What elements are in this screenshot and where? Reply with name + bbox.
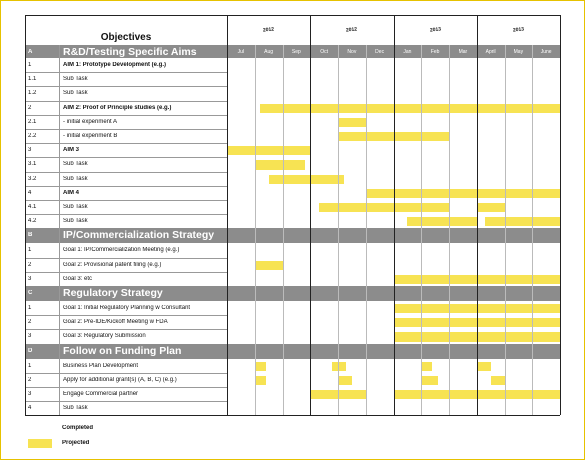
row-label: AIM 1: Prototype Development (e.g.) bbox=[63, 62, 167, 68]
row-number: 4.2 bbox=[28, 218, 37, 225]
num-col-divider bbox=[59, 45, 60, 415]
row-label: Apply for additional grant(s) (A, B, C) (e.g.) bbox=[63, 376, 177, 383]
row-number: 1 bbox=[28, 62, 32, 68]
row-number: 2 bbox=[28, 261, 32, 268]
projected-bar bbox=[255, 160, 305, 169]
row-divider bbox=[25, 157, 227, 158]
row-label: Goal 3: Regulatory Submission bbox=[63, 333, 146, 340]
label-col-divider bbox=[227, 15, 228, 415]
row-label: Goal 2: Pre-IDE/Kickoff Meeting w FDA bbox=[63, 319, 168, 326]
grid-outer-left bbox=[25, 15, 26, 415]
row-label: Sub Task bbox=[63, 405, 88, 412]
month-divider bbox=[421, 45, 422, 415]
row-number: 3 bbox=[28, 333, 32, 340]
month-divider bbox=[310, 15, 311, 415]
row-number: 1.2 bbox=[28, 90, 37, 97]
row-number: 2.2 bbox=[28, 133, 37, 139]
row-label: Business Plan Development bbox=[63, 362, 139, 369]
row-label: Sub Task bbox=[63, 175, 88, 182]
projected-bar bbox=[421, 376, 438, 385]
section-code: D bbox=[28, 347, 33, 354]
row-divider bbox=[25, 258, 227, 259]
row-divider bbox=[25, 315, 227, 316]
month-divider bbox=[255, 45, 256, 415]
row-number: 2 bbox=[28, 104, 32, 111]
month-label: Nov bbox=[347, 49, 357, 55]
row-number: 3 bbox=[28, 275, 32, 282]
row-label: Sub Task bbox=[63, 204, 88, 210]
row-label: Goal 1: Initial Regulatory Planning w Consultant bbox=[63, 305, 191, 311]
row-number: 2 bbox=[28, 376, 32, 383]
row-divider bbox=[25, 401, 227, 402]
month-divider bbox=[366, 45, 367, 415]
row-label: Goal 3: etc bbox=[63, 275, 93, 282]
month-label: May bbox=[513, 49, 524, 55]
projected-bar bbox=[255, 376, 266, 385]
row-number: 1 bbox=[28, 305, 32, 311]
month-label: Feb bbox=[430, 49, 440, 55]
objectives-header: Objectives bbox=[100, 32, 152, 43]
month-label: Jul bbox=[237, 49, 245, 55]
projected-bar bbox=[269, 175, 344, 184]
row-divider bbox=[25, 272, 227, 273]
projected-bar bbox=[332, 362, 346, 371]
row-number: 4 bbox=[28, 405, 32, 412]
month-divider bbox=[394, 15, 395, 415]
grid-outer-top bbox=[25, 15, 560, 16]
section-title: Regulatory Strategy bbox=[63, 287, 163, 299]
month-label: Dec bbox=[375, 49, 385, 55]
projected-bar bbox=[338, 118, 366, 127]
section-title: R&D/Testing Specific Aims bbox=[63, 46, 197, 58]
projected-swatch bbox=[28, 439, 52, 448]
row-label: Sub Task bbox=[63, 76, 88, 83]
row-divider bbox=[25, 86, 227, 87]
row-divider bbox=[25, 214, 227, 215]
month-divider bbox=[532, 45, 533, 415]
row-divider bbox=[25, 172, 227, 173]
month-label: April bbox=[485, 49, 496, 55]
projected-bar bbox=[421, 362, 432, 371]
row-divider bbox=[25, 387, 227, 388]
month-label: June bbox=[540, 49, 552, 55]
quarter-label: 2013 bbox=[429, 26, 441, 34]
row-number: 3.2 bbox=[28, 175, 37, 182]
projected-bar bbox=[491, 376, 505, 385]
row-divider bbox=[25, 72, 227, 73]
row-label: Goal 2: Provisional patent filing (e.g.) bbox=[63, 261, 162, 268]
row-number: 1 bbox=[28, 247, 32, 254]
row-number: 4 bbox=[28, 189, 32, 196]
row-number: 3.1 bbox=[28, 161, 37, 168]
section-code: C bbox=[28, 290, 33, 296]
projected-bar bbox=[407, 217, 476, 226]
row-label: AIM 2: Proof of Principle studies (e.g.) bbox=[63, 104, 172, 111]
row-label: AIM 4 bbox=[63, 189, 80, 196]
completed-swatch bbox=[28, 424, 50, 432]
section-title: IP/Commercialization Strategy bbox=[63, 229, 215, 242]
projected-bar bbox=[485, 217, 560, 226]
row-label: - initial experiment B bbox=[63, 133, 118, 139]
quarter-label: 2012 bbox=[262, 26, 275, 34]
month-divider bbox=[338, 45, 339, 415]
row-divider bbox=[25, 373, 227, 374]
section-code: B bbox=[28, 232, 33, 239]
row-divider bbox=[25, 101, 227, 102]
grid-outer-bottom bbox=[25, 415, 560, 416]
row-divider bbox=[25, 115, 227, 116]
quarter-label: 2012 bbox=[345, 26, 358, 34]
month-label: Oct bbox=[320, 49, 329, 55]
row-label: Sub Task bbox=[63, 161, 88, 168]
row-label: Sub Task bbox=[63, 90, 88, 97]
row-number: 2.1 bbox=[28, 118, 37, 125]
row-number: 2 bbox=[28, 319, 32, 326]
month-label: Sep bbox=[291, 49, 301, 55]
projected-bar bbox=[260, 104, 560, 113]
row-number: 3 bbox=[28, 147, 32, 154]
row-label: AIM 3 bbox=[63, 147, 80, 154]
row-number: 4.1 bbox=[28, 204, 37, 210]
projected-legend-label: Projected bbox=[62, 440, 90, 447]
projected-bar bbox=[477, 362, 491, 371]
projected-bar bbox=[477, 203, 505, 212]
grid-outer-right bbox=[560, 15, 561, 415]
projected-bar bbox=[255, 362, 266, 371]
month-label: Jan bbox=[403, 49, 412, 55]
month-label: Aug bbox=[264, 49, 274, 55]
projected-bar bbox=[255, 261, 283, 270]
row-number: 3 bbox=[28, 391, 32, 397]
projected-bar bbox=[227, 146, 310, 155]
row-divider bbox=[25, 186, 227, 187]
quarter-label: 2013 bbox=[512, 26, 525, 34]
row-number: 1 bbox=[28, 362, 32, 369]
row-divider bbox=[25, 129, 227, 130]
section-code: A bbox=[28, 49, 33, 55]
month-divider bbox=[505, 45, 506, 415]
month-divider bbox=[283, 45, 284, 415]
row-label: Sub Task bbox=[63, 218, 88, 225]
row-label: Engage Commercial partner bbox=[63, 391, 139, 397]
row-divider bbox=[25, 143, 227, 144]
month-divider bbox=[449, 45, 450, 415]
row-label: - initial experiment A bbox=[63, 118, 118, 125]
projected-bar bbox=[338, 376, 352, 385]
row-number: 1.1 bbox=[28, 76, 37, 83]
row-divider bbox=[25, 329, 227, 330]
month-label: Mar bbox=[458, 49, 468, 55]
section-title: Follow on Funding Plan bbox=[63, 344, 182, 357]
month-divider bbox=[477, 15, 478, 415]
projected-bar bbox=[366, 189, 560, 198]
row-divider bbox=[25, 200, 227, 201]
row-label: Goal 1: IP/Commercialization Meeting (e.g.) bbox=[63, 247, 180, 254]
completed-legend-label: Completed bbox=[62, 425, 94, 432]
